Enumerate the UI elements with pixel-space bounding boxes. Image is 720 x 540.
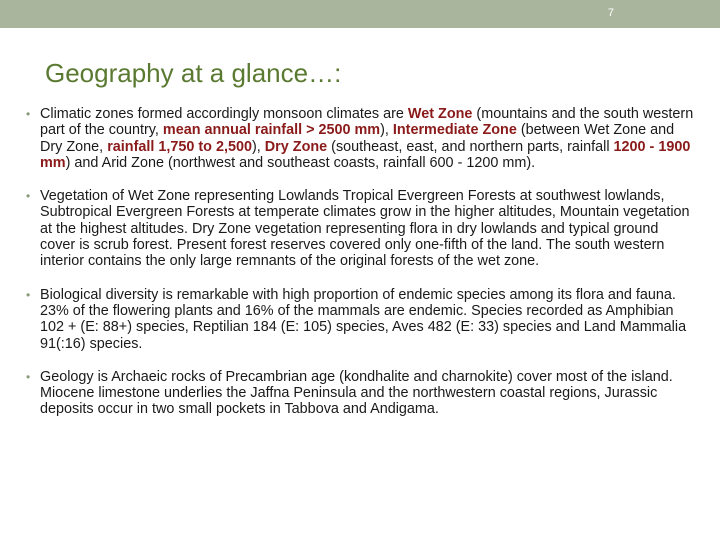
bullet-text: ) and Arid Zone (northwest and southeast coasts, rainfall 600 - 1200 mm).: [65, 154, 536, 171]
bullet-text: ),: [380, 122, 393, 139]
bullet-text: (mountains and the south western part of the country,: [40, 106, 694, 139]
highlight-intermediate-rainfall: rainfall 1,750 to 2,500: [107, 138, 252, 155]
bullet-text: Climatic zones formed accordingly monsoon climates are: [40, 106, 408, 122]
highlight-dry-zone: Dry Zone: [264, 138, 328, 155]
slide-header-bar: [0, 0, 720, 28]
bullet-dot-icon: •: [26, 369, 31, 384]
bullet-biodiversity: [26, 287, 694, 352]
bullet-text: Vegetation of Wet Zone representing Lowlands Tropical Evergreen Forests at southwest lowlands, Subtropical Evergreen Forests at temperate climates grow in the higher altitudes, Mountain vegetation at the highest altitudes. Dry Zone vegetation representing flora in dry lowlands and typical ground cover is scrub forest. Present forest reserves covered only one-fifth of the land. The south western interior contains the only large remnants of the original forests of the wet zone.: [40, 188, 690, 270]
bullet-geology: [26, 369, 694, 418]
bullet-text: (between Wet Zone and Dry Zone,: [40, 122, 675, 155]
bullet-dot-icon: •: [26, 107, 31, 121]
bullet-list: [26, 106, 694, 418]
slide-title: Geography at a glance…:: [45, 58, 342, 88]
bullet-text: ),: [251, 138, 265, 155]
highlight-intermediate-zone: Intermediate Zone: [392, 122, 517, 139]
slide-number: 7: [607, 7, 614, 19]
highlight-wet-zone-rainfall: mean annual rainfall > 2500 mm: [162, 122, 381, 139]
bullet-vegetation: [26, 188, 694, 269]
bullet-text: Biological diversity is remarkable with high proportion of endemic species among its flora and fauna. 23% of the flowering plants and 16% of the mammals are endemic. Species recorded as Amphibian 102 + (E: 88+) species, Reptilian 184 (E: 105) species, Aves 482 (E: 33) species and Land Mammalia 91(:16) species.: [40, 286, 687, 352]
bullet-dot-icon: •: [26, 287, 31, 302]
bullet-text: Geology is Archaeic rocks of Precambrian age (kondhalite and charnokite) cover most of the island. Miocene limestone underlies the Jaffna Peninsula and the northwestern coastal regions, Jurassic deposits occur in two small pockets in Tabbova and Andigama.: [40, 368, 673, 418]
bullet-climatic-zones: [26, 106, 694, 171]
bullet-dot-icon: •: [26, 189, 31, 204]
highlight-dry-zone-rainfall: 1200 - 1900 mm: [40, 138, 691, 171]
highlight-wet-zone: Wet Zone: [407, 106, 473, 122]
bullet-text: (southeast, east, and northern parts, rainfall: [327, 138, 614, 155]
